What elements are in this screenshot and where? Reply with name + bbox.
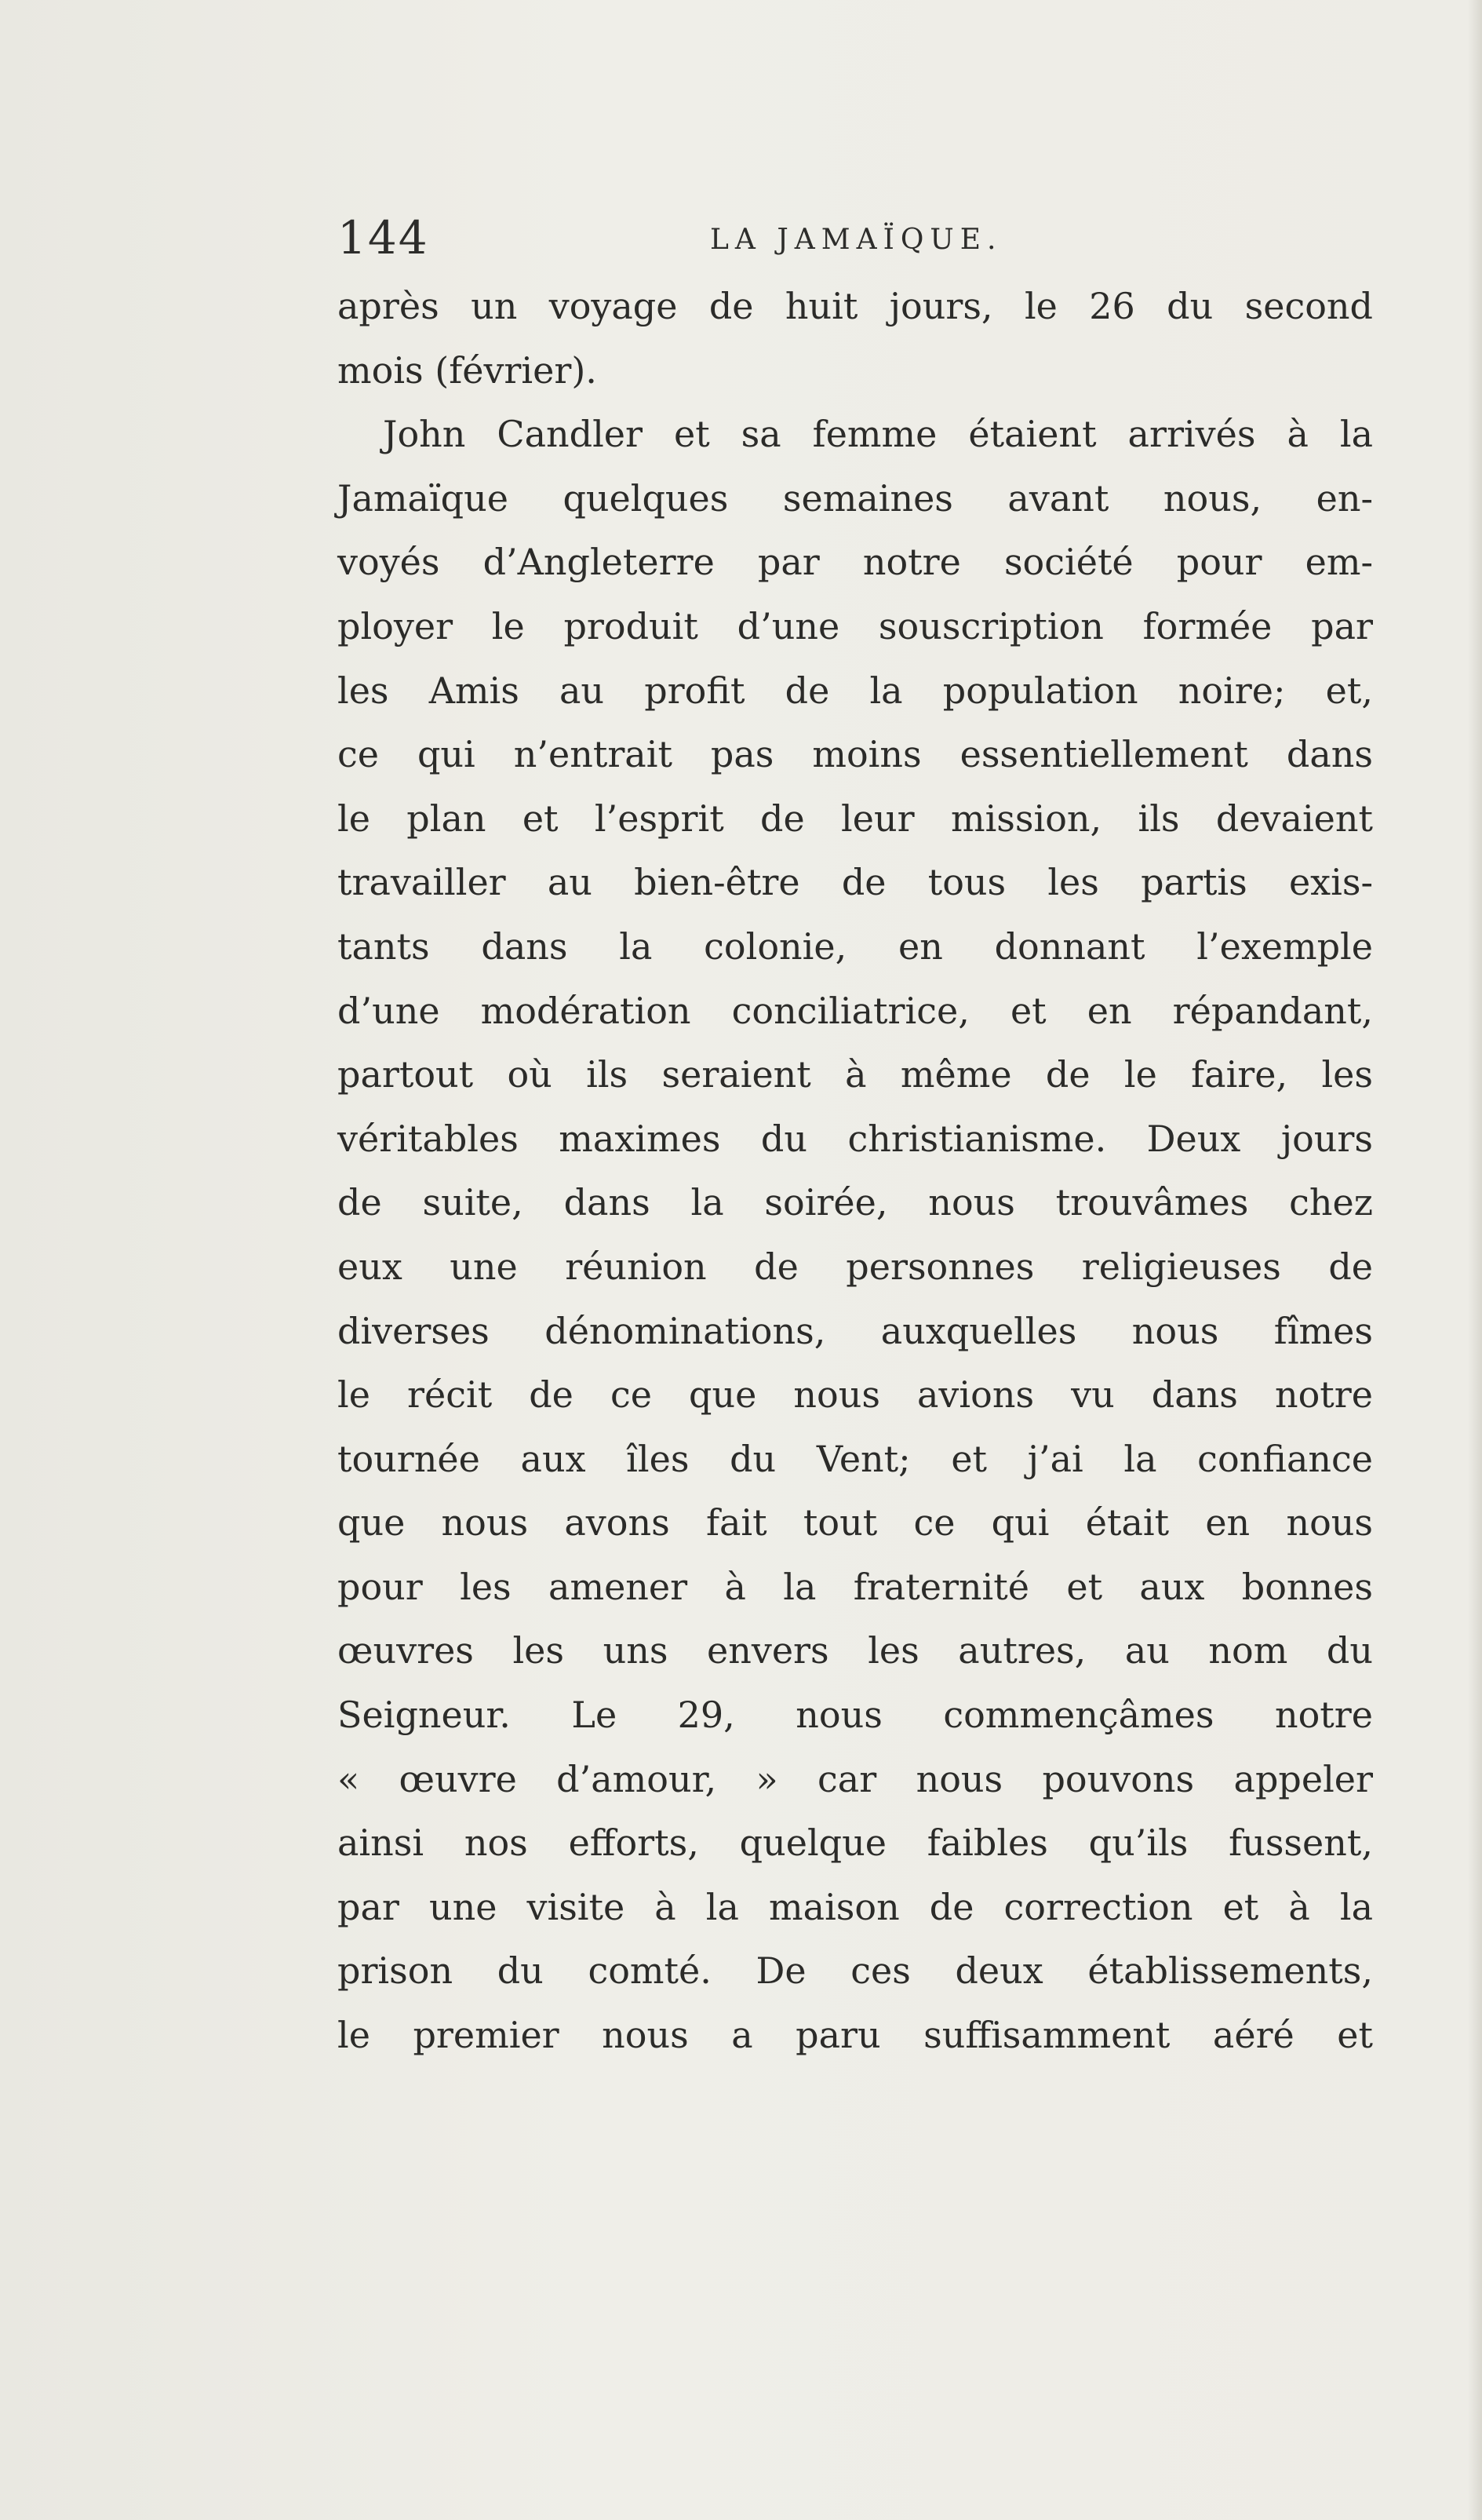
text-line: de suite, dans la soirée, nous trouvâmes chez [337, 1181, 1373, 1224]
running-head: LA JAMAÏQUE. [710, 224, 1003, 256]
text-line: John Candler et sa femme étaient arrivés à la [383, 413, 1373, 456]
text-line: après un voyage de huit jours, le 26 du second [337, 285, 1373, 327]
text-line: eux une réunion de personnes religieuses de [337, 1245, 1373, 1288]
text-line: les Amis au profit de la population noire; et, [337, 669, 1373, 712]
page-number: 144 [337, 211, 429, 264]
text-line: Jamaïque quelques semaines avant nous, en- [337, 476, 1373, 520]
text-line: le plan et l’esprit de leur mission, ils devaient [337, 797, 1373, 840]
text-line: ployer le produit d’une souscription formée par [337, 604, 1373, 647]
text-line: d’une modération conciliatrice, et en répandant, [337, 989, 1373, 1032]
text-line: voyés d’Angleterre par notre société pour em- [337, 541, 1373, 584]
text-line: le premier nous a paru suffisamment aéré et [337, 2014, 1373, 2057]
text-line: travailler au bien-être de tous les partis exis- [337, 861, 1373, 904]
text-line: diverses dénominations, auxquelles nous fîmes [337, 1309, 1373, 1352]
text-line: Seigneur. Le 29, nous commençâmes notre [337, 1694, 1373, 1737]
text-line: œuvres les uns envers les autres, au nom du [337, 1629, 1373, 1672]
text-line: tournée aux îles du Vent; et j’ai la confiance [337, 1437, 1373, 1480]
text-line: ainsi nos efforts, quelque faibles qu’ils fussent, [337, 1822, 1373, 1865]
text-line: mois (février). [337, 348, 597, 392]
text-line: par une visite à la maison de correction et à la [337, 1885, 1373, 1928]
text-line: partout où ils seraient à même de le faire, les [337, 1053, 1373, 1096]
text-line: ce qui n’entrait pas moins essentiellement dans [337, 733, 1373, 776]
text-line: « œuvre d’amour, » car nous pouvons appeler [337, 1757, 1373, 1800]
page-header [337, 210, 1373, 265]
text-line: le récit de ce que nous avions vu dans notre [337, 1373, 1373, 1417]
page-edge-shadow [1468, 0, 1482, 2520]
text-line: pour les amener à la fraternité et aux bonnes [337, 1565, 1373, 1608]
text-line: tants dans la colonie, en donnant l’exemple [337, 924, 1373, 968]
body-text [337, 275, 1373, 2068]
text-line: prison du comté. De ces deux établissements, [337, 1949, 1373, 1993]
text-line: véritables maximes du christianisme. Deux jours [337, 1117, 1373, 1160]
text-line: que nous avons fait tout ce qui était en nous [337, 1501, 1373, 1544]
